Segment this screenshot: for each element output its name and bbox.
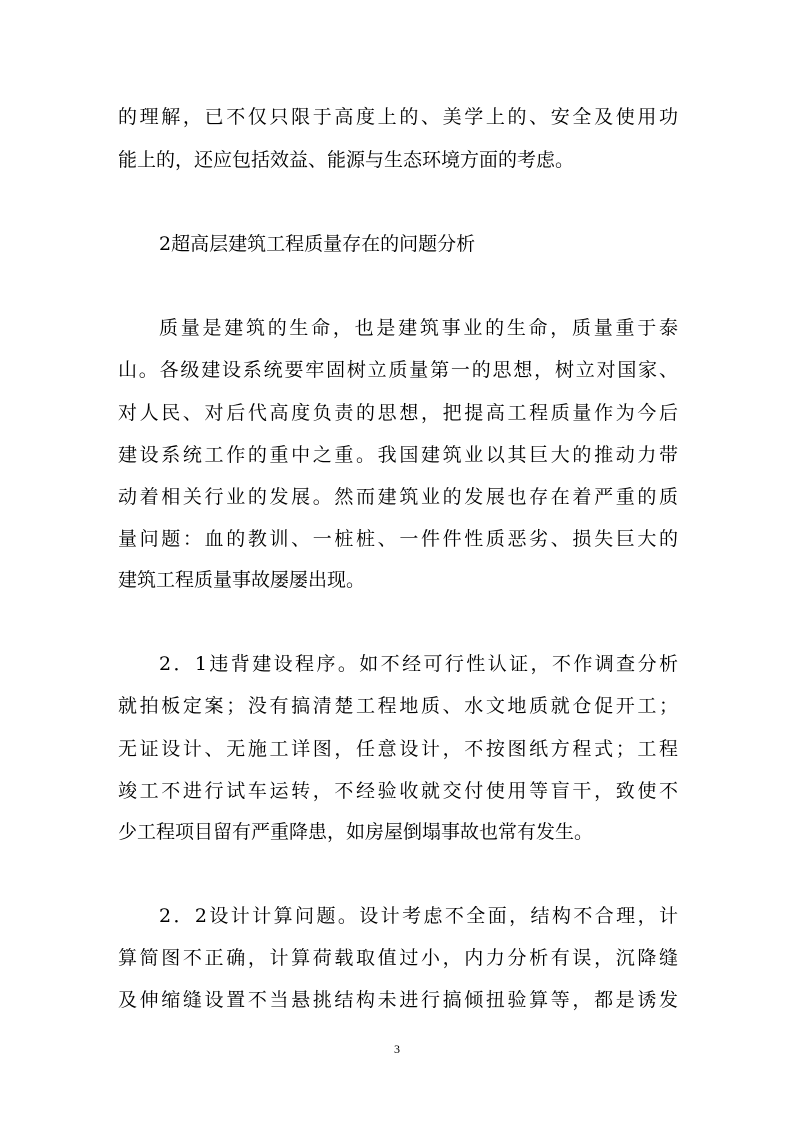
section-heading: 2超高层建筑工程质量存在的问题分析 [159, 233, 476, 255]
paragraph-line: 就拍板定案；没有搞清楚工程地质、水文地质就仓促开工； [118, 695, 678, 717]
paragraph-line: 建筑工程质量事故屡屡出现。 [118, 569, 366, 591]
paragraph-line: 能上的，还应包括效益、能源与生态环境方面的考虑。 [118, 149, 575, 171]
page-number: 3 [394, 1042, 400, 1056]
paragraph-line: 算简图不正确，计算荷载取值过小，内力分析有误，沉降缝 [118, 947, 678, 969]
paragraph-line: 竣工不进行试车运转，不经验收就交付使用等盲干，致使不 [118, 780, 678, 802]
paragraph-line: 的理解，已不仅只限于高度上的、美学上的、安全及使用功 [118, 106, 678, 128]
paragraph-line: 动着相关行业的发展。然而建筑业的发展也存在着严重的质 [118, 486, 678, 508]
paragraph-line: 山。各级建设系统要牢固树立质量第一的思想，树立对国家、 [118, 359, 678, 381]
paragraph-line: 少工程项目留有严重降患，如房屋倒塌事故也常有发生。 [118, 821, 594, 843]
paragraph-line: 2．2设计计算问题。设计考虑不全面，结构不合理，计 [159, 905, 678, 927]
paragraph-line: 建设系统工作的重中之重。我国建筑业以其巨大的推动力带 [118, 444, 678, 466]
paragraph-line: 及伸缩缝设置不当悬挑结构未进行搞倾扭验算等，都是诱发 [118, 989, 678, 1011]
paragraph-line: 对人民、对后代高度负责的思想，把提高工程质量作为今后 [118, 402, 678, 424]
paragraph-line: 质量是建筑的生命，也是建筑事业的生命，质量重于泰 [159, 317, 678, 339]
paragraph-line: 无证设计、无施工详图，任意设计，不按图纸方程式；工程 [118, 738, 678, 760]
paragraph-line: 2．1违背建设程序。如不经可行性认证，不作调查分析 [159, 653, 678, 675]
paragraph-line: 量问题：血的教训、一桩桩、一件件性质恶劣、损失巨大的 [118, 528, 678, 550]
